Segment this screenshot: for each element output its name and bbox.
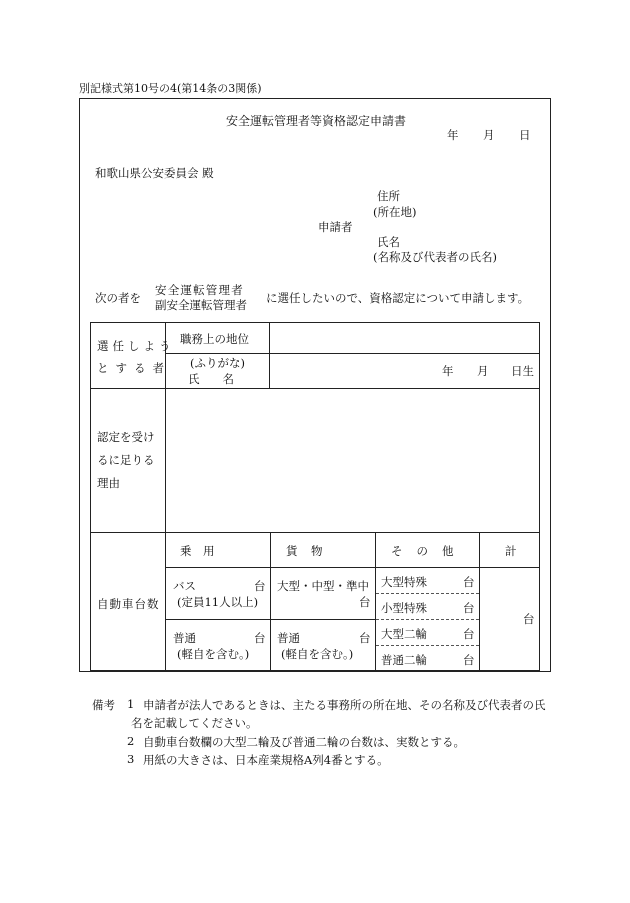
date-year: 年 [447,128,459,142]
reason-label-line3: 理由 [97,476,120,490]
remark-3-text: 用紙の大きさは、日本産業規格A列4番とする。 [143,753,389,767]
address-label: 住所 [377,189,400,203]
other-standard-motorcycle: 普通二輪 [381,653,427,667]
remarks-label: 備考 [92,698,115,712]
name-sub-label: (名称及び代表者の氏名) [373,250,497,264]
remark-1-number: 1 [127,697,135,711]
addressee: 和歌山県公安委員会 殿 [95,166,214,180]
date-day: 日 [519,128,531,142]
appointee-label-line2: とする者 [97,361,171,375]
birth-year: 年 [442,364,454,378]
remark-2-number: 2 [127,734,135,748]
position-label: 職務上の地位 [180,332,249,346]
header-other: その他 [391,544,468,558]
appointee-name-label: 氏 名 [188,372,234,386]
form-title: 安全運転管理者等資格認定申請書 [226,114,407,128]
remark-3-number: 3 [127,752,135,766]
cargo-large-unit: 台 [359,595,371,609]
passenger-light-note: (軽自を含む。) [177,647,250,661]
request-suffix: に選任したいので、資格認定について申請します。 [266,291,530,305]
bus-note: (定員11人以上) [177,595,259,609]
other-standard-motorcycle-unit: 台 [463,653,475,667]
address-sub-label: (所在地) [373,205,417,219]
other-large-motorcycle-unit: 台 [463,627,475,641]
other-small-special: 小型特殊 [381,601,427,615]
header-passenger: 乗 用 [180,544,215,558]
remark-2-text: 自動車台数欄の大型二輪及び普通二輪の台数は、実数とする。 [143,735,465,749]
form-number-note: 別記様式第10号の4(第14条の3関係) [79,82,262,95]
cargo-light-note: (軽自を含む。) [281,647,354,661]
bus-unit: 台 [254,579,266,593]
reason-label-line2: るに足りる [97,453,155,467]
cargo-large-label: 大型・中型・準中 [277,579,369,593]
remark-1-line2: 名を記載してください。 [131,716,258,730]
appointee-label-line1: 選任しよう [97,339,175,353]
option-deputy-safety-manager: 副安全運転管理者 [155,298,247,312]
furigana-label: (ふりがな) [190,356,245,370]
cargo-futsu-label: 普通 [277,631,300,645]
other-large-motorcycle: 大型二輪 [381,627,427,641]
other-large-special: 大型特殊 [381,575,427,589]
birth-month: 月 [477,364,489,378]
vehicle-count-label: 自動車台数 [97,597,160,611]
birth-day: 日生 [511,364,534,378]
option-safety-manager: 安全運転管理者 [155,283,244,297]
remark-1-line1: 申請者が法人であるときは、主たる事務所の所在地、その名称及び代表者の氏 [143,698,546,712]
name-label: 氏名 [377,235,400,249]
header-cargo: 貨 物 [286,544,324,558]
cargo-futsu-unit: 台 [359,631,371,645]
request-prefix: 次の者を [95,291,141,305]
other-small-special-unit: 台 [463,601,475,615]
date-month: 月 [483,128,495,142]
passenger-futsu-unit: 台 [254,631,266,645]
bus-label: バス [173,579,196,593]
passenger-futsu-label: 普通 [173,631,196,645]
reason-label-line1: 認定を受け [97,430,155,444]
applicant-label: 申請者 [318,220,353,234]
total-unit: 台 [523,612,535,626]
other-large-special-unit: 台 [463,575,475,589]
header-total: 計 [505,544,517,558]
